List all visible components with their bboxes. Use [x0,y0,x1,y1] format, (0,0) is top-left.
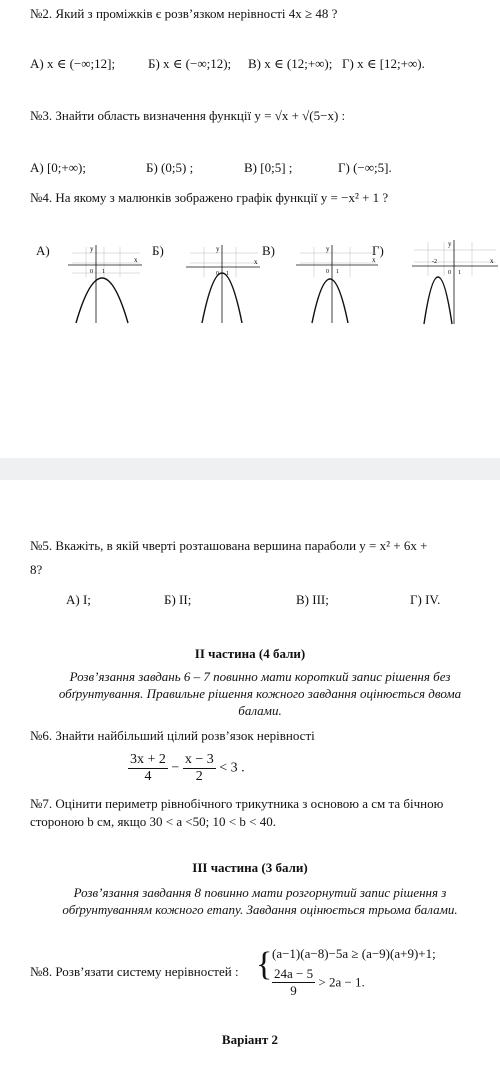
q4-text: №4. На якому з малюнків зображено графік функції y = −x² + 1 ? [30,190,389,205]
svg-text:y: y [326,245,330,253]
q8-brace: { [256,946,273,983]
svg-text:1: 1 [226,271,229,277]
q5-option-b: Б) II; [164,592,192,607]
q8-den: 9 [290,983,297,998]
q8-line1: (a−1)(a−8)−5a ≥ (a−9)(a+9)+1; [272,946,436,961]
q8-line2 [272,966,365,999]
q2-option-b: Б) x ∈ (−∞;12); [148,56,232,71]
q5-option-d: Г) IV. [410,592,441,607]
q3-option-b: Б) (0;5) ; [146,160,194,175]
q3-option-d: Г) (−∞;5]. [338,160,392,175]
q4-label-d: Г) [372,243,384,258]
q6-minus: − [171,760,180,776]
part3-title: III частина (3 бали) [192,860,308,875]
svg-text:y: y [216,245,220,253]
svg-text:1: 1 [458,270,461,276]
graph-d [408,236,500,326]
svg-text:0: 0 [90,269,93,275]
q6-formula [128,752,245,785]
q6-num2: x − 3 [184,752,214,767]
q4-label-a: А) [36,243,50,258]
q5-text-cont: 8? [30,562,43,577]
q7-text: №7. Оцінити периметр рівнобічного трикутника з основою a см та бічною [30,796,444,811]
q2-option-c: В) x ∈ (12;+∞); [248,56,333,71]
part2-title: II частина (4 бали) [194,646,306,661]
svg-text:x: x [372,256,376,264]
q6-tail: < 3 . [219,760,245,776]
q5-option-c: В) III; [296,592,329,607]
part2-desc: Розв’язання завдань 6 – 7 повинно мати короткий запис рішення без обґрунтування. Правильне рішення кожного завдання оцінюється двома балами. [58,669,462,718]
svg-text:y: y [90,245,94,253]
variant-title: Варіант 2 [221,1032,279,1047]
part3-desc: Розв’язання завдання 8 повинно мати розгорнутий запис рішення з обґрунтуванням кожного етапу. Завдання оцінюється трьома балами. [62,885,458,917]
q3-text: №3. Знайти область визначення функції y = √x + √(5−x) : [30,108,346,123]
q7-text-cont: стороною b см, якщо 30 < a <50; 10 < b < 40. [30,814,276,829]
q6-den1: 4 [144,769,152,784]
q3-option-c: В) [0;5] ; [244,160,293,175]
q6-den2: 2 [195,769,203,784]
svg-text:x: x [490,257,494,265]
svg-text:x: x [254,258,258,266]
svg-text:0: 0 [216,271,219,277]
q8-num: 24a − 5 [274,966,314,981]
q2-option-a: А) x ∈ (−∞;12]; [30,56,116,71]
svg-text:y: y [448,240,452,248]
graph-c [292,243,382,325]
q2-text: №2. Який з проміжків є розв’язком нерівності 4x ≥ 48 ? [30,6,338,21]
graph-b [180,243,264,325]
svg-text:0: 0 [326,269,329,275]
q5-text: №5. Вкажіть, в якій чверті розташована вершина параболи y = x² + 6x + [30,538,428,553]
page-gap [0,458,500,480]
q2-option-d: Г) x ∈ [12;+∞). [342,56,425,71]
svg-text:1: 1 [102,269,105,275]
q4-label-b: Б) [152,243,164,258]
q6-text: №6. Знайти найбільший цілий розв’язок нерівності [30,728,315,743]
svg-text:x: x [134,256,138,264]
q3-option-a: А) [0;+∞); [30,160,86,175]
q8-text: №8. Розв’язати систему нерівностей : [30,964,239,979]
q4-label-c: В) [262,243,275,258]
q6-num1: 3x + 2 [130,752,166,767]
svg-text:-2: -2 [432,259,437,265]
q8-tail: > 2a − 1. [318,974,365,990]
graph-a [62,243,146,325]
svg-text:0: 0 [448,270,451,276]
svg-text:1: 1 [336,269,339,275]
q5-option-a: А) I; [66,592,91,607]
